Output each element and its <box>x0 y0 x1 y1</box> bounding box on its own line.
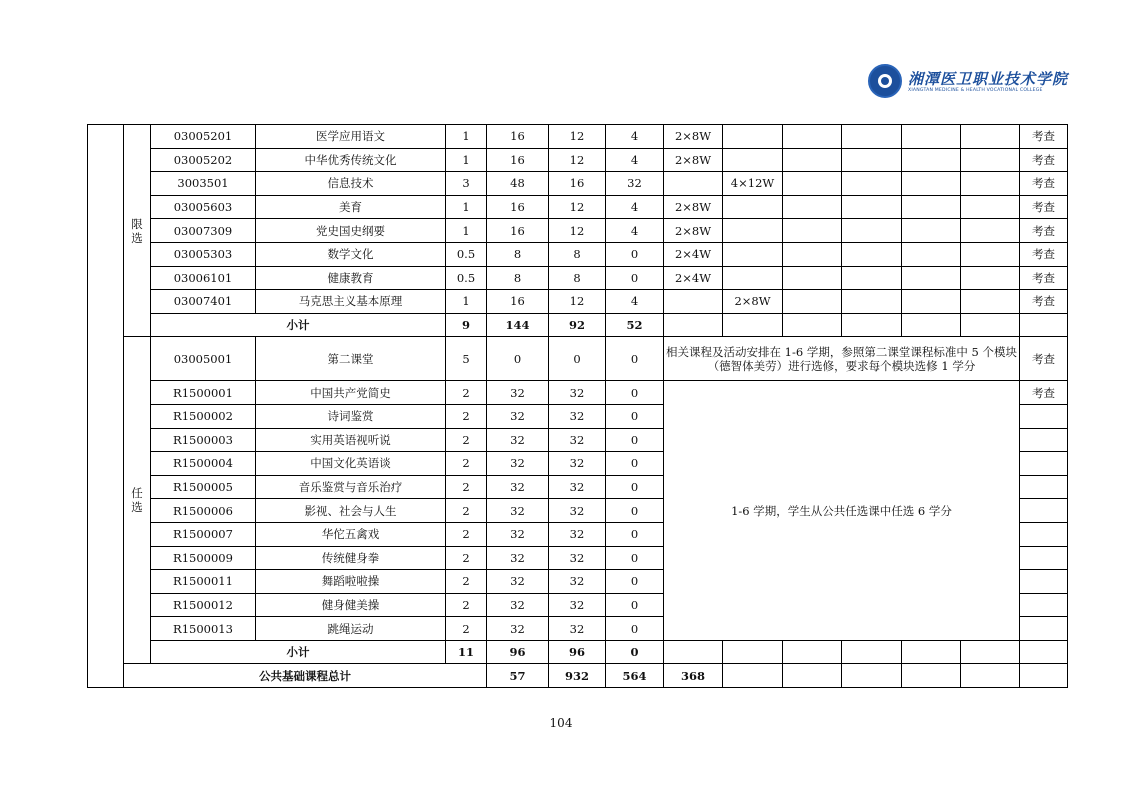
semester-5 <box>902 219 961 243</box>
theory-hours: 32 <box>549 570 606 594</box>
practice-hours: 0 <box>606 242 664 266</box>
credit: 2 <box>446 593 487 617</box>
subtotal-label: 小计 <box>151 313 446 337</box>
total-hours: 8 <box>487 266 549 290</box>
course-name: 舞蹈啦啦操 <box>256 570 446 594</box>
subtotal-theory-hours: 96 <box>549 640 606 664</box>
total-hours: 16 <box>487 219 549 243</box>
semester-4 <box>842 290 902 314</box>
subtotal-credit: 9 <box>446 313 487 337</box>
assessment: 考查 <box>1020 148 1068 172</box>
assessment <box>1020 546 1068 570</box>
credit: 2 <box>446 499 487 523</box>
semester-6 <box>961 148 1020 172</box>
table-row <box>88 148 1068 172</box>
credit: 1 <box>446 290 487 314</box>
practice-hours: 0 <box>606 404 664 428</box>
credit: 1 <box>446 195 487 219</box>
course-name: 中华优秀传统文化 <box>256 148 446 172</box>
semester-1 <box>664 640 723 664</box>
semester-2 <box>723 266 783 290</box>
theory-hours: 32 <box>549 617 606 641</box>
college-seal-icon <box>868 64 902 98</box>
credit: 2 <box>446 452 487 476</box>
semester-5 <box>961 664 1020 688</box>
theory-hours: 32 <box>549 593 606 617</box>
table-row <box>88 381 1068 405</box>
credit: 1 <box>446 219 487 243</box>
semester-4 <box>902 664 961 688</box>
assessment <box>1020 522 1068 546</box>
semester-4 <box>842 219 902 243</box>
course-name: 党史国史纲要 <box>256 219 446 243</box>
semester-1 <box>723 664 783 688</box>
semester-3 <box>783 172 842 196</box>
college-logo <box>868 64 1069 104</box>
group-limited-text: 限选 <box>131 216 143 245</box>
subtotal-total-hours: 96 <box>487 640 549 664</box>
second-class-note: 相关课程及活动安排在 1-6 学期，参照第二课堂课程标准中 5 个模块（德智体美劳）进行选修，要求每个模块选修 1 学分 <box>664 337 1020 381</box>
course-code: R1500004 <box>151 452 256 476</box>
course-code: 03006101 <box>151 266 256 290</box>
practice-hours: 0 <box>606 452 664 476</box>
grand-total-hours: 932 <box>549 664 606 688</box>
subtotal-credit: 11 <box>446 640 487 664</box>
semester-5 <box>902 242 961 266</box>
semester-1: 2×4W <box>664 266 723 290</box>
theory-hours: 32 <box>549 475 606 499</box>
subtotal-row-optional <box>88 640 1068 664</box>
assessment: 考查 <box>1020 381 1068 405</box>
semester-2 <box>723 125 783 149</box>
course-code: R1500007 <box>151 522 256 546</box>
practice-hours: 0 <box>606 266 664 290</box>
grand-total-row <box>88 664 1068 688</box>
total-hours: 16 <box>487 148 549 172</box>
credit: 2 <box>446 522 487 546</box>
semester-6 <box>961 125 1020 149</box>
semester-5 <box>902 313 961 337</box>
semester-2 <box>723 195 783 219</box>
semester-3 <box>783 148 842 172</box>
total-hours: 32 <box>487 404 549 428</box>
college-name-en: XIANGTAN MEDICINE & HEALTH VOCATIONAL COLLEGE <box>908 88 1043 93</box>
grand-total-label: 公共基础课程总计 <box>124 664 487 688</box>
course-name: 健康教育 <box>256 266 446 290</box>
course-name: 中国文化英语谈 <box>256 452 446 476</box>
assessment <box>1020 452 1068 476</box>
assessment <box>1020 404 1068 428</box>
semester-3 <box>783 242 842 266</box>
semester-5 <box>902 290 961 314</box>
credit: 1 <box>446 148 487 172</box>
course-name: 跳绳运动 <box>256 617 446 641</box>
credit: 2 <box>446 428 487 452</box>
semester-6 <box>961 266 1020 290</box>
course-code: 03005202 <box>151 148 256 172</box>
total-hours: 32 <box>487 617 549 641</box>
total-hours: 32 <box>487 499 549 523</box>
practice-hours: 0 <box>606 381 664 405</box>
table-row <box>88 242 1068 266</box>
course-code: 03005603 <box>151 195 256 219</box>
total-hours: 16 <box>487 125 549 149</box>
group-optional-label <box>124 337 151 664</box>
course-code: R1500005 <box>151 475 256 499</box>
credit: 2 <box>446 546 487 570</box>
semester-2 <box>723 242 783 266</box>
total-hours: 16 <box>487 195 549 219</box>
semester-4 <box>842 195 902 219</box>
assessment <box>1020 593 1068 617</box>
total-hours: 32 <box>487 452 549 476</box>
table-row <box>88 172 1068 196</box>
table-row <box>88 337 1068 381</box>
semester-4 <box>842 125 902 149</box>
assessment <box>1020 475 1068 499</box>
college-name-cn: 湘潭医卫职业技术学院 <box>908 70 1069 88</box>
table-row <box>88 195 1068 219</box>
course-code: R1500011 <box>151 570 256 594</box>
semester-2 <box>723 640 783 664</box>
course-name: 第二课堂 <box>256 337 446 381</box>
theory-hours: 12 <box>549 290 606 314</box>
course-code: R1500006 <box>151 499 256 523</box>
group-optional-text: 任选 <box>131 486 143 515</box>
theory-hours: 0 <box>549 337 606 381</box>
assessment: 考查 <box>1020 266 1068 290</box>
semester-6 <box>961 290 1020 314</box>
credit: 2 <box>446 475 487 499</box>
practice-hours: 0 <box>606 570 664 594</box>
semester-2 <box>723 219 783 243</box>
table-body <box>88 125 1068 688</box>
theory-hours: 32 <box>549 522 606 546</box>
grand-total-theory: 564 <box>606 664 664 688</box>
semester-3 <box>783 313 842 337</box>
semester-2: 2×8W <box>723 290 783 314</box>
practice-hours: 0 <box>606 522 664 546</box>
semester-5 <box>902 172 961 196</box>
credit: 3 <box>446 172 487 196</box>
practice-hours: 4 <box>606 219 664 243</box>
theory-hours: 32 <box>549 381 606 405</box>
course-code: R1500013 <box>151 617 256 641</box>
practice-hours: 0 <box>606 617 664 641</box>
semester-3 <box>842 664 902 688</box>
semester-6 <box>961 172 1020 196</box>
assessment: 考查 <box>1020 242 1068 266</box>
course-code: R1500002 <box>151 404 256 428</box>
course-name: 实用英语视听说 <box>256 428 446 452</box>
credit: 2 <box>446 617 487 641</box>
credit: 2 <box>446 570 487 594</box>
assessment <box>1020 499 1068 523</box>
subtotal-label: 小计 <box>151 640 446 664</box>
practice-hours: 4 <box>606 290 664 314</box>
course-name: 诗词鉴赏 <box>256 404 446 428</box>
semester-5 <box>902 148 961 172</box>
grand-total-credit: 57 <box>487 664 549 688</box>
total-hours: 48 <box>487 172 549 196</box>
subtotal-practice-hours: 52 <box>606 313 664 337</box>
course-code: R1500012 <box>151 593 256 617</box>
semester-4 <box>842 640 902 664</box>
theory-hours: 12 <box>549 148 606 172</box>
theory-hours: 32 <box>549 404 606 428</box>
table-row <box>88 266 1068 290</box>
theory-hours: 12 <box>549 195 606 219</box>
practice-hours: 0 <box>606 428 664 452</box>
semester-5 <box>902 640 961 664</box>
semester-3 <box>783 266 842 290</box>
theory-hours: 32 <box>549 452 606 476</box>
theory-hours: 12 <box>549 125 606 149</box>
semester-6 <box>961 313 1020 337</box>
subtotal-theory-hours: 92 <box>549 313 606 337</box>
assessment <box>1020 640 1068 664</box>
group-limited-label <box>124 125 151 337</box>
course-name: 音乐鉴赏与音乐治疗 <box>256 475 446 499</box>
semester-3 <box>783 219 842 243</box>
assessment: 考查 <box>1020 290 1068 314</box>
practice-hours: 4 <box>606 125 664 149</box>
subtotal-row-limited <box>88 313 1068 337</box>
table-row <box>88 219 1068 243</box>
curriculum-table <box>87 124 1068 688</box>
theory-hours: 32 <box>549 546 606 570</box>
semester-6 <box>961 219 1020 243</box>
table-row <box>88 125 1068 149</box>
course-code: 03005201 <box>151 125 256 149</box>
semester-6 <box>961 242 1020 266</box>
course-name: 健身健美操 <box>256 593 446 617</box>
assessment <box>1020 570 1068 594</box>
credit: 2 <box>446 381 487 405</box>
assessment: 考查 <box>1020 219 1068 243</box>
course-name: 中国共产党简史 <box>256 381 446 405</box>
course-code: 03007309 <box>151 219 256 243</box>
course-code: 03007401 <box>151 290 256 314</box>
practice-hours: 0 <box>606 499 664 523</box>
theory-hours: 12 <box>549 219 606 243</box>
course-name: 华佗五禽戏 <box>256 522 446 546</box>
credit: 0.5 <box>446 266 487 290</box>
semester-1 <box>664 313 723 337</box>
total-hours: 16 <box>487 290 549 314</box>
semester-1: 2×8W <box>664 219 723 243</box>
semester-2 <box>783 664 842 688</box>
practice-hours: 32 <box>606 172 664 196</box>
semester-4 <box>842 172 902 196</box>
assessment: 考查 <box>1020 195 1068 219</box>
semester-5 <box>902 266 961 290</box>
semester-1: 2×8W <box>664 148 723 172</box>
semester-6 <box>961 640 1020 664</box>
semester-2 <box>723 313 783 337</box>
semester-4 <box>842 266 902 290</box>
course-name: 传统健身拳 <box>256 546 446 570</box>
total-hours: 32 <box>487 593 549 617</box>
assessment <box>1020 617 1068 641</box>
page-number: 104 <box>549 716 573 730</box>
semester-5 <box>902 195 961 219</box>
semester-6 <box>961 195 1020 219</box>
course-code: 03005001 <box>151 337 256 381</box>
course-code: 03005303 <box>151 242 256 266</box>
total-hours: 32 <box>487 522 549 546</box>
total-hours: 32 <box>487 546 549 570</box>
practice-hours: 0 <box>606 475 664 499</box>
course-name: 马克思主义基本原理 <box>256 290 446 314</box>
course-name: 美育 <box>256 195 446 219</box>
semester-2: 4×12W <box>723 172 783 196</box>
assessment: 考查 <box>1020 172 1068 196</box>
practice-hours: 4 <box>606 195 664 219</box>
semester-4 <box>842 242 902 266</box>
assessment: 考查 <box>1020 337 1068 381</box>
total-hours: 32 <box>487 381 549 405</box>
semester-3 <box>783 195 842 219</box>
semester-1 <box>664 290 723 314</box>
optional-note: 1-6 学期，学生从公共任选课中任选 6 学分 <box>664 381 1020 641</box>
course-name: 影视、社会与人生 <box>256 499 446 523</box>
semester-3 <box>783 640 842 664</box>
theory-hours: 32 <box>549 428 606 452</box>
practice-hours: 0 <box>606 593 664 617</box>
semester-1: 2×8W <box>664 195 723 219</box>
course-code: R1500009 <box>151 546 256 570</box>
practice-hours: 0 <box>606 546 664 570</box>
practice-hours: 0 <box>606 337 664 381</box>
semester-3 <box>783 125 842 149</box>
semester-1: 2×4W <box>664 242 723 266</box>
semester-2 <box>723 148 783 172</box>
theory-hours: 8 <box>549 242 606 266</box>
course-code: 3003501 <box>151 172 256 196</box>
subtotal-practice-hours: 0 <box>606 640 664 664</box>
total-hours: 8 <box>487 242 549 266</box>
assessment <box>1020 428 1068 452</box>
subtotal-total-hours: 144 <box>487 313 549 337</box>
theory-hours: 8 <box>549 266 606 290</box>
semester-1: 2×8W <box>664 125 723 149</box>
course-code: R1500003 <box>151 428 256 452</box>
semester-1 <box>664 172 723 196</box>
semester-4 <box>842 313 902 337</box>
semester-3 <box>783 290 842 314</box>
theory-hours: 32 <box>549 499 606 523</box>
credit: 5 <box>446 337 487 381</box>
theory-hours: 16 <box>549 172 606 196</box>
course-code: R1500001 <box>151 381 256 405</box>
semester-4 <box>842 148 902 172</box>
total-hours: 32 <box>487 570 549 594</box>
credit: 0.5 <box>446 242 487 266</box>
credit: 1 <box>446 125 487 149</box>
semester-5 <box>902 125 961 149</box>
total-hours: 32 <box>487 475 549 499</box>
assessment <box>1020 313 1068 337</box>
course-name: 数学文化 <box>256 242 446 266</box>
practice-hours: 4 <box>606 148 664 172</box>
course-name: 信息技术 <box>256 172 446 196</box>
course-name: 医学应用语文 <box>256 125 446 149</box>
category-cell <box>88 125 124 688</box>
table-row <box>88 290 1068 314</box>
total-hours: 0 <box>487 337 549 381</box>
grand-total-practice: 368 <box>664 664 723 688</box>
assessment: 考查 <box>1020 125 1068 149</box>
credit: 2 <box>446 404 487 428</box>
total-hours: 32 <box>487 428 549 452</box>
semester-6 <box>1020 664 1068 688</box>
